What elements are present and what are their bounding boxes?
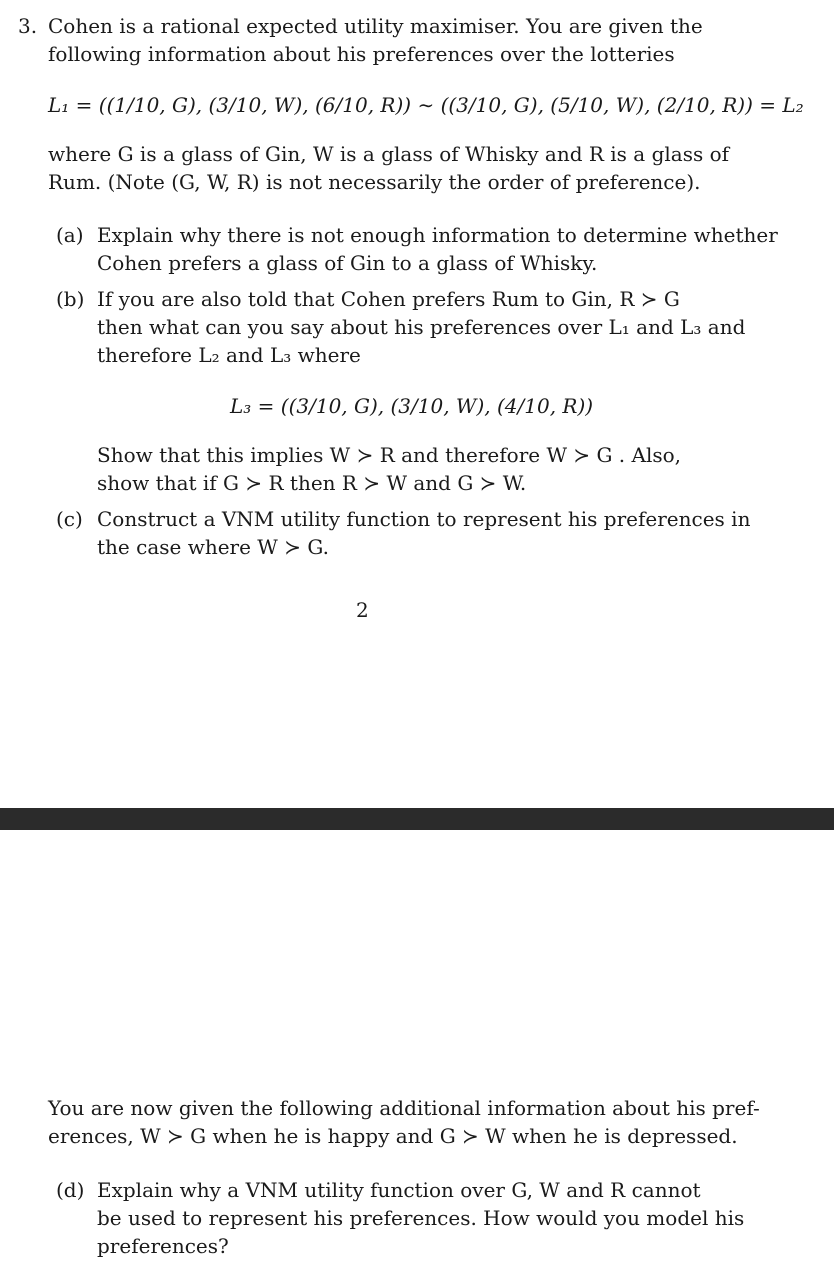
part-c-label: (c): [56, 507, 83, 531]
page-bottom: [0, 830, 834, 1276]
lottery-equation-1: L₁ = ((1/10, G), (3/10, W), (6/10, R)) ∼ ((3/10, G), (5/10, W), (2/10, R)) = L₂: [48, 93, 804, 117]
part-b-label: (b): [56, 287, 85, 311]
part-d-line-2: be used to represent his preferences. How would you model his: [97, 1206, 745, 1230]
part-c-line-2: the case where W ≻ G.: [97, 535, 329, 559]
part-c-line-1: Construct a VNM utility function to represent his preferences in: [97, 507, 751, 531]
part-b-line-2: then what can you say about his preferences over L₁ and L₃ and: [97, 315, 746, 339]
additional-info-line-2: erences, W ≻ G when he is happy and G ≻ W when he is depressed.: [48, 1124, 738, 1148]
part-d-line-1: Explain why a VNM utility function over G, W and R cannot: [97, 1178, 701, 1202]
question-number: 3.: [18, 14, 38, 38]
part-a-line-2: Cohen prefers a glass of Gin to a glass of Whisky.: [97, 251, 598, 275]
part-a-line-1: Explain why there is not enough information to determine whether: [97, 223, 778, 247]
page-number: 2: [356, 598, 369, 622]
additional-info-line-1: You are now given the following additional information about his pref-: [48, 1096, 760, 1120]
part-b-line-3: therefore L₂ and L₃ where: [97, 343, 361, 367]
part-d-label: (d): [56, 1178, 85, 1202]
question-intro-line-1: Cohen is a rational expected utility maximiser. You are given the: [48, 14, 703, 38]
part-b-line-4: Show that this implies W ≻ R and therefore W ≻ G . Also,: [97, 443, 682, 467]
question-where-line-2: Rum. (Note (G, W, R) is not necessarily the order of preference).: [48, 170, 701, 194]
lottery-equation-3: L₃ = ((3/10, G), (3/10, W), (4/10, R)): [230, 394, 594, 418]
part-d-line-3: preferences?: [97, 1234, 229, 1258]
part-b-line-1: If you are also told that Cohen prefers Rum to Gin, R ≻ G: [97, 287, 680, 311]
part-a-label: (a): [56, 223, 84, 247]
question-where-line-1: where G is a glass of Gin, W is a glass of Whisky and R is a glass of: [48, 142, 730, 166]
part-b-line-5: show that if G ≻ R then R ≻ W and G ≻ W.: [97, 471, 527, 495]
question-intro-line-2: following information about his preferences over the lotteries: [48, 42, 675, 66]
page-divider: [0, 808, 834, 830]
